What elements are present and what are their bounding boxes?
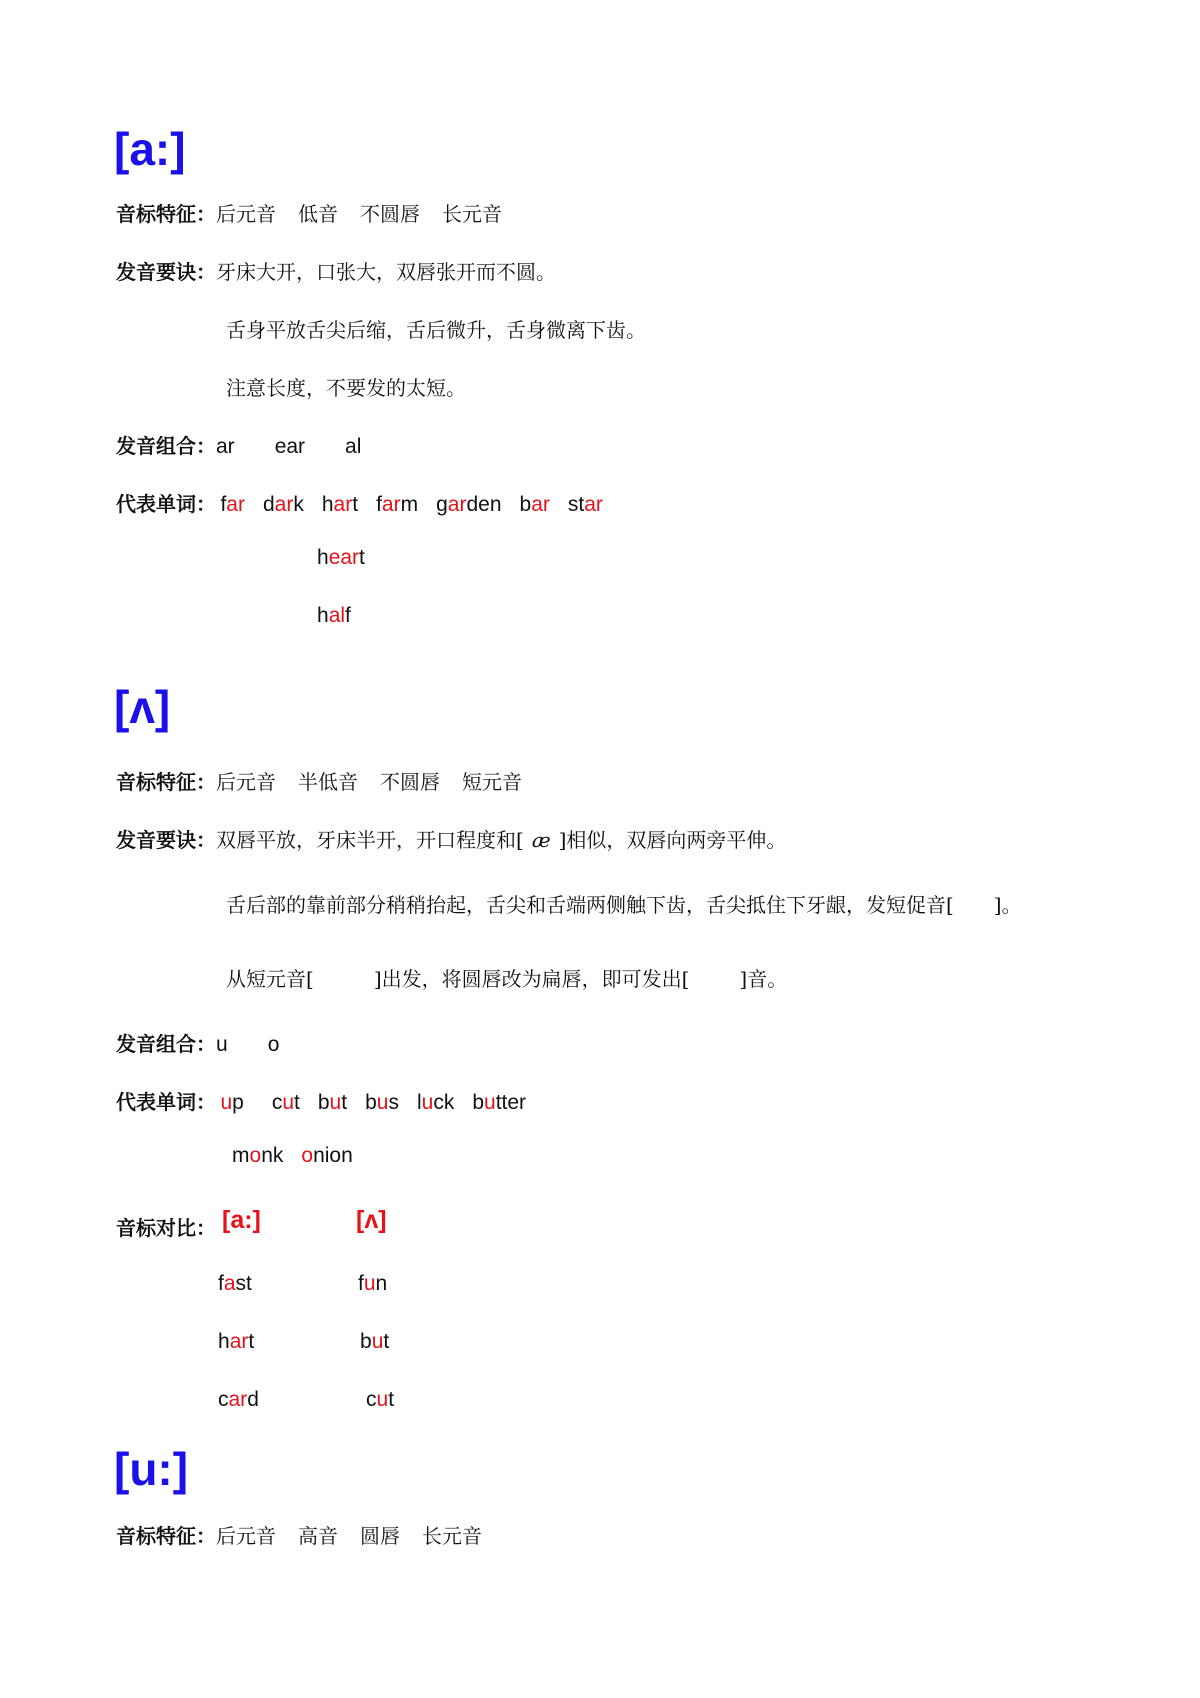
feature: 后元音 [216,770,276,794]
compare-head-a-long: [a:] [222,1206,261,1234]
s2-tips-row: 发音要诀：双唇平放，牙床半开，开口程度和[ æ ]相似，双唇向两旁平伸。 [116,828,787,852]
tip-line: 舌后部的靠前部分稍稍抬起，舌尖和舌端两侧触下齿，舌尖抵住下牙龈，发短促音[ ]。 [226,893,1022,917]
word: far [220,493,245,516]
s2-combo-row [116,1028,279,1057]
tip-line: 舌身平放舌尖后缩，舌后微升，舌身微离下齿。 [226,318,646,342]
word: half [317,604,351,627]
word: heart [317,546,365,569]
feature: 圆唇 [360,1524,400,1548]
s2-words-row [116,1086,544,1115]
s1-features-row [116,198,502,227]
word: but [317,1091,348,1114]
feature: 长元音 [422,1524,482,1548]
s1-words-row [116,488,621,517]
feature: 后元音 [216,1524,276,1548]
combo: ar [216,435,235,458]
s3-features-row [116,1520,482,1549]
combo: ear [274,435,306,458]
compare-word: fast [218,1272,252,1295]
features-label: 音标特征： [116,1524,216,1548]
word: cut [271,1091,300,1114]
compare-word: cut [366,1388,395,1411]
feature: 短元音 [462,770,522,794]
s2-features-row [116,766,522,795]
words-label: 代表单词： [116,492,216,516]
word: up [220,1091,244,1114]
word: onion [301,1144,353,1167]
word: dark [262,493,304,516]
word: butter [472,1091,527,1114]
s1-tips-row [116,256,556,285]
feature: 后元音 [216,202,276,226]
compare-word: card [218,1388,259,1411]
feature: 低音 [298,202,338,226]
section-heading-wedge: [ʌ] [114,681,171,733]
s1-combo-row [116,430,361,459]
words-label: 代表单词： [116,1090,216,1114]
compare-label: 音标对比： [116,1216,216,1240]
s2-extra-words [232,1144,353,1168]
word: bar [519,493,550,516]
word: bus [365,1091,399,1114]
combo: al [345,435,362,458]
feature: 半低音 [298,770,358,794]
tips-label: 发音要诀： [116,828,216,852]
combo: o [267,1033,280,1056]
word: luck [416,1091,455,1114]
symbol-ae: æ [531,828,551,852]
word: farm [376,493,419,516]
tips-label: 发音要诀： [116,260,216,284]
tip-line: 注意长度，不要发的太短。 [226,376,466,400]
section-heading-a-long: [a:] [114,123,186,175]
tip-line: 牙床大开，口张大，双唇张开而不圆。 [216,260,556,284]
feature: 不圆唇 [360,202,420,226]
word: garden [436,493,502,516]
feature: 不圆唇 [380,770,440,794]
combo-label: 发音组合： [116,434,216,458]
section-heading-u-long: [u:] [114,1443,189,1495]
compare-word: fun [358,1272,388,1295]
word: star [567,493,603,516]
feature: 高音 [298,1524,338,1548]
combo: u [216,1033,228,1056]
combo-label: 发音组合： [116,1032,216,1056]
compare-word: hart [218,1330,255,1353]
tip-line: 从短元音[ ]出发，将圆唇改为扁唇，即可发出[ ]音。 [226,967,788,991]
features-label: 音标特征： [116,202,216,226]
compare-word: but [360,1330,390,1353]
compare-head-wedge: [ʌ] [356,1206,387,1234]
word: monk [232,1144,284,1167]
word: hart [321,493,359,516]
features-label: 音标特征： [116,770,216,794]
feature: 长元音 [442,202,502,226]
